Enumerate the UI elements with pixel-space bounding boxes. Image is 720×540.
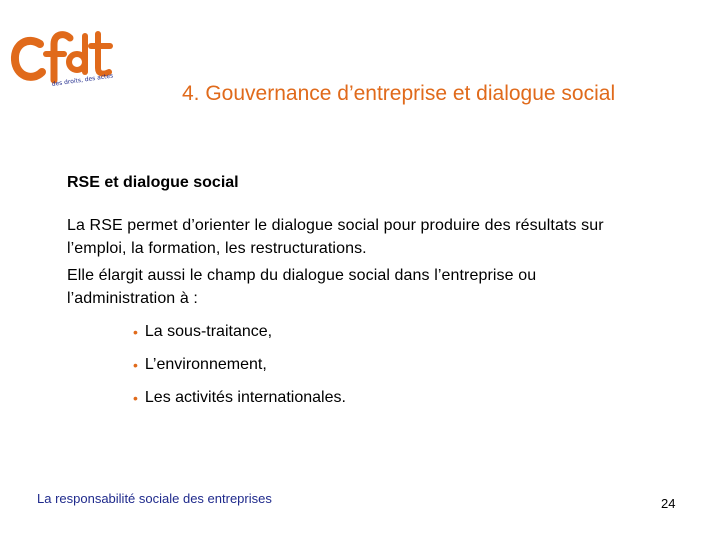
- list-item: [133, 386, 647, 410]
- list-item: [133, 320, 647, 344]
- slide-content: [67, 174, 647, 419]
- slide-title: 4. Gouvernance d’entreprise et dialogue social: [182, 82, 616, 105]
- page-number: 24: [661, 496, 676, 511]
- bullet-text: La sous-traitance,: [144, 323, 273, 340]
- cfdt-logo: [10, 22, 120, 94]
- paragraph-1: La RSE permet d’orienter le dialogue social pour produire des résultats sur l’emploi, la formation, les restructurations.: [67, 217, 604, 257]
- svg-text:des droits, des actes: des droits, des actes: [51, 72, 114, 88]
- bullet-dot-icon: •: [133, 324, 138, 340]
- footer-text: La responsabilité sociale des entreprises: [37, 491, 272, 506]
- list-item: [133, 353, 647, 377]
- paragraph-2: Elle élargit aussi le champ du dialogue social dans l’entreprise ou l’administration à :: [67, 267, 537, 307]
- cfdt-logo-icon: [10, 22, 120, 94]
- bullet-text: Les activités internationales.: [144, 389, 346, 406]
- bullet-dot-icon: •: [133, 357, 138, 373]
- bullet-list: [67, 320, 647, 410]
- slide-subtitle: RSE et dialogue social: [67, 174, 239, 191]
- bullet-dot-icon: •: [133, 390, 138, 406]
- bullet-text: L’environnement,: [144, 356, 267, 373]
